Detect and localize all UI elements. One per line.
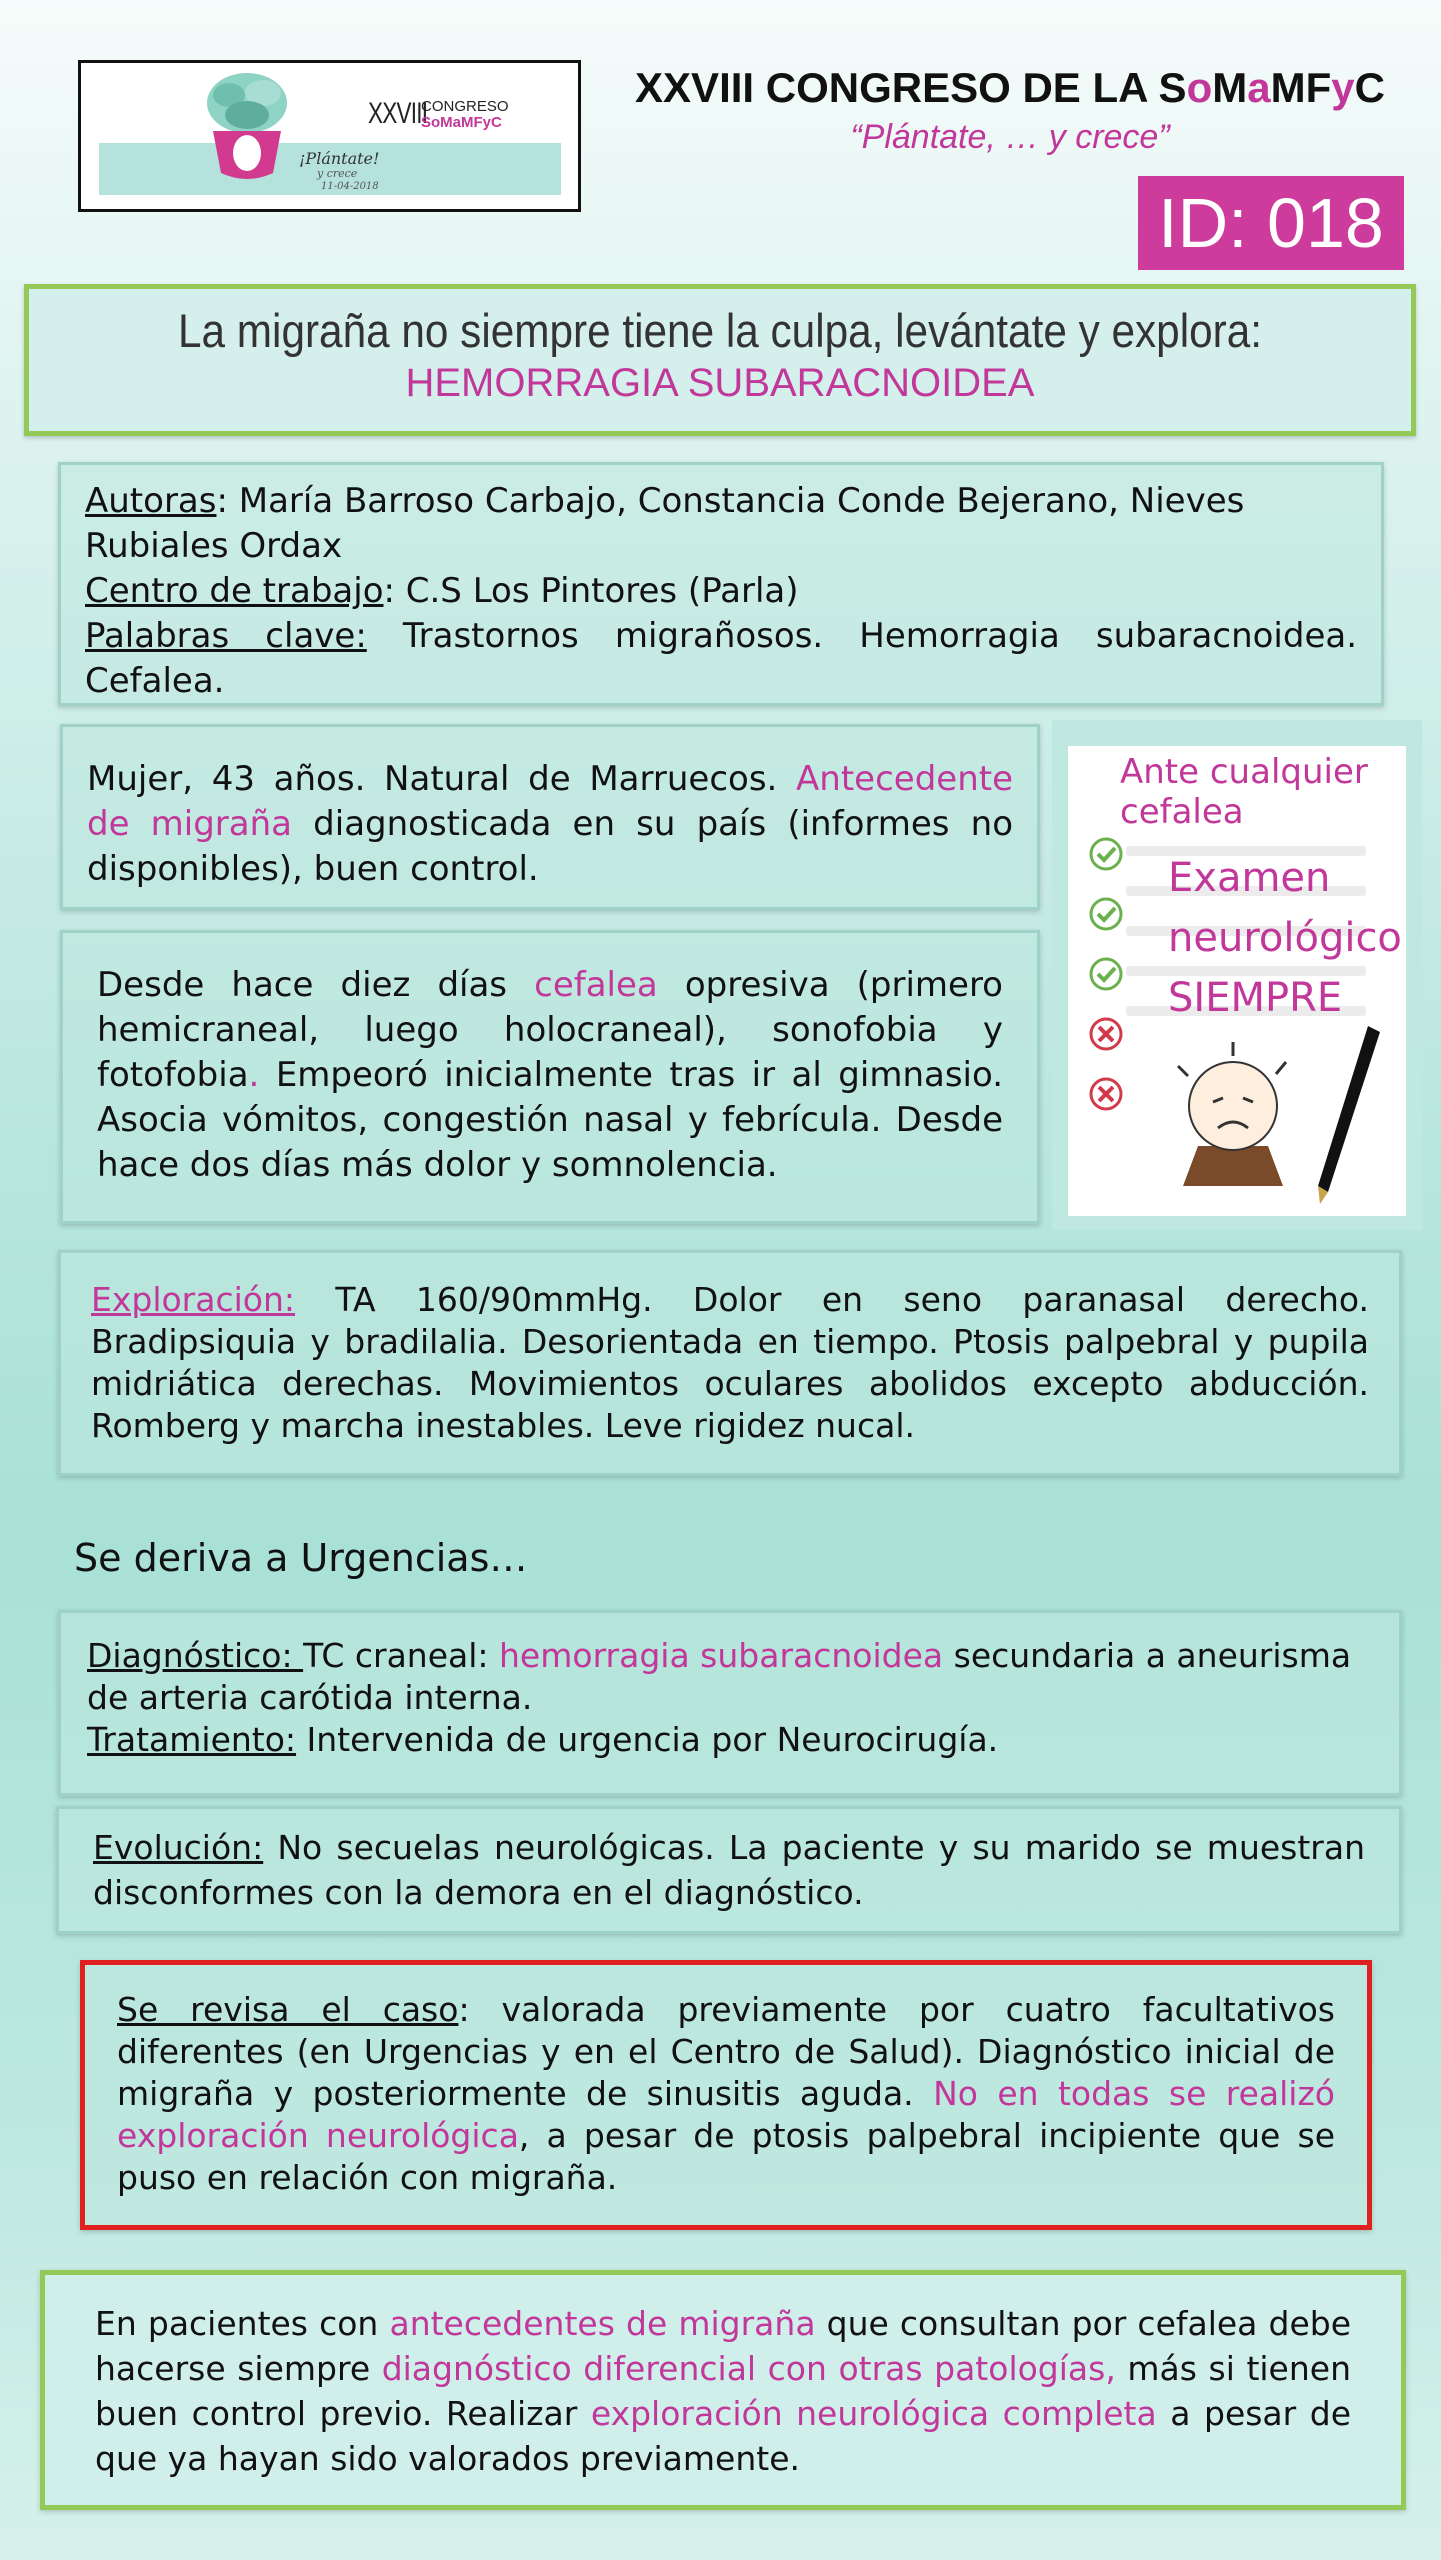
case-highlight: Antecedente de migraña <box>87 759 1013 844</box>
conclusion-highlight: antecedentes de migraña <box>389 2304 816 2343</box>
review-label: Se revisa el caso <box>117 1990 459 2029</box>
logo-tagline-2: y crece <box>317 167 358 180</box>
exploration-label: Exploración: <box>91 1280 296 1319</box>
treatment-line <box>87 1719 1373 1761</box>
case-review-section <box>80 1960 1372 2230</box>
workplace-text: : C.S Los Pintores (Parla) <box>383 571 799 611</box>
plant-pot-icon <box>199 69 295 189</box>
history-section <box>60 930 1040 1224</box>
congress-title-part: MF <box>1270 64 1332 111</box>
congress-title-part: C <box>1354 64 1385 111</box>
logo-org: SoMaMFyC <box>421 114 502 131</box>
keywords-text: Trastornos migrañosos. Hemorragia subaracnoidea. Cefalea. <box>85 616 1358 701</box>
exploration-section <box>58 1250 1402 1476</box>
congress-title-part: XXVIII CONGRESO DE LA S <box>635 64 1187 111</box>
exploration-text: TA 160/90mmHg. Dolor en seno paranasal derecho. Bradipsiquia y bradilalia. Desorientada en tiempo. Ptosis palpebral y pupila midriática derechas. Movimientos oculares abolidos excepto abducción. Romberg y marcha inestables. Leve rigidez nucal. <box>91 1280 1369 1445</box>
check-icon <box>1088 836 1124 872</box>
diagnosis-text: TC craneal: <box>303 1636 500 1675</box>
pen-icon <box>1298 1016 1388 1206</box>
case-summary <box>60 724 1040 910</box>
diagnosis-text: secundaria a aneurisma de arteria carótida interna. <box>87 1636 1352 1717</box>
diagnosis-highlight: hemorragia subaracnoidea <box>499 1636 944 1675</box>
reminder-card <box>1068 746 1406 1216</box>
logo-congress-label: CONGRESO <box>421 98 509 115</box>
poster-subtitle: HEMORRAGIA SUBARACNOIDEA <box>405 361 1035 405</box>
diagnosis-label: Diagnóstico: <box>87 1636 304 1675</box>
poster-title: La migraña no siempre tiene la culpa, levántate y explora: <box>178 304 1262 357</box>
history-highlight: cefalea <box>534 965 658 1005</box>
conclusion-highlight: diagnóstico diferencial con otras patologías, <box>381 2349 1116 2388</box>
authors-line <box>85 479 1357 569</box>
congress-title-part: o <box>1186 64 1213 111</box>
keywords-line <box>85 614 1357 704</box>
history-text: Desde hace diez días <box>97 965 535 1005</box>
history-text: opresiva (primero hemicraneal, luego holocraneal), sonofobia y fotofobia <box>97 965 1003 1095</box>
treatment-label: Tratamiento: <box>87 1720 297 1759</box>
evolution-label: Evolución: <box>93 1828 264 1867</box>
authors-text: : María Barroso Carbajo, Constancia Conde Bejerano, Nieves Rubiales Ordax <box>85 481 1245 566</box>
workplace-label: Centro de trabajo <box>85 571 384 611</box>
conclusion-highlight: exploración neurológica completa <box>590 2394 1157 2433</box>
poster-title-box <box>24 284 1416 436</box>
card-heading: Ante cualquier cefalea <box>1120 752 1368 832</box>
congress-motto: “Plántate, … y crece” <box>850 118 1170 156</box>
referral-heading: Se deriva a Urgencias… <box>74 1536 528 1580</box>
congress-title <box>600 64 1420 112</box>
evolution-section <box>56 1806 1402 1934</box>
evolution-text: No secuelas neurológicas. La paciente y su marido se muestran disconformes con la demora en el diagnóstico. <box>93 1828 1365 1912</box>
card-exam-text <box>1168 848 1402 1028</box>
check-icon <box>1088 896 1124 932</box>
headache-face-icon <box>1158 1036 1308 1186</box>
check-icon <box>1088 956 1124 992</box>
congress-title-part: a <box>1247 64 1271 111</box>
history-text: Empeoró inicialmente tras ir al gimnasio. Asocia vómitos, congestión nasal y febrícula. Desde hace dos días más dolor y somnolencia. <box>97 1055 1003 1185</box>
congress-logo <box>78 60 581 212</box>
treatment-text: Intervenida de urgencia por Neurocirugía. <box>296 1720 999 1759</box>
workplace-line <box>85 569 1357 614</box>
keywords-label: Palabras clave: <box>85 616 367 656</box>
logo-date: 11-04-2018 <box>321 181 379 192</box>
review-text: , a pesar de ptosis palpebral incipiente que se puso en relación con migraña. <box>117 2116 1335 2197</box>
card-exam-line: neurológico <box>1168 915 1402 961</box>
cross-icon <box>1088 1016 1124 1052</box>
conclusion-text: En pacientes con <box>95 2304 390 2343</box>
review-text: : valorada previamente por cuatro facultativos diferentes (en Urgencias y en el Centro de Salud). Diagnóstico inicial de migraña y posteriormente de sinusitis aguda. <box>117 1990 1335 2113</box>
card-exam-line: SIEMPRE <box>1168 975 1343 1021</box>
logo-congress-number: XXVIII <box>368 97 428 130</box>
conclusion-text: más si tienen buen control previo. Realizar <box>95 2349 1351 2433</box>
conclusion-text: a pesar de que ya hayan sido valorados previamente. <box>95 2394 1351 2478</box>
authors-label: Autoras <box>85 481 217 521</box>
history-dot: . <box>248 1055 260 1095</box>
cross-icon <box>1088 1076 1124 1112</box>
card-exam-line: Examen <box>1168 855 1331 901</box>
case-text: Mujer, 43 años. Natural de Marruecos. <box>87 759 797 799</box>
logo-congress-word <box>421 99 509 131</box>
conclusion-section <box>40 2270 1406 2510</box>
id-badge: ID: 018 <box>1138 176 1404 270</box>
logo-tagline: ¡Plántate! <box>299 149 380 168</box>
diagnosis-section <box>58 1610 1402 1796</box>
congress-title-part: y <box>1331 64 1355 111</box>
authors-section <box>58 462 1384 706</box>
diagnosis-line <box>87 1635 1373 1719</box>
congress-title-part: M <box>1212 64 1248 111</box>
case-text: diagnosticada en su país (informes no disponibles), buen control. <box>87 804 1014 889</box>
review-highlight: No en todas se realizó exploración neurológica <box>117 2074 1335 2155</box>
conclusion-text: que consultan por cefalea debe hacerse siempre <box>95 2304 1352 2388</box>
